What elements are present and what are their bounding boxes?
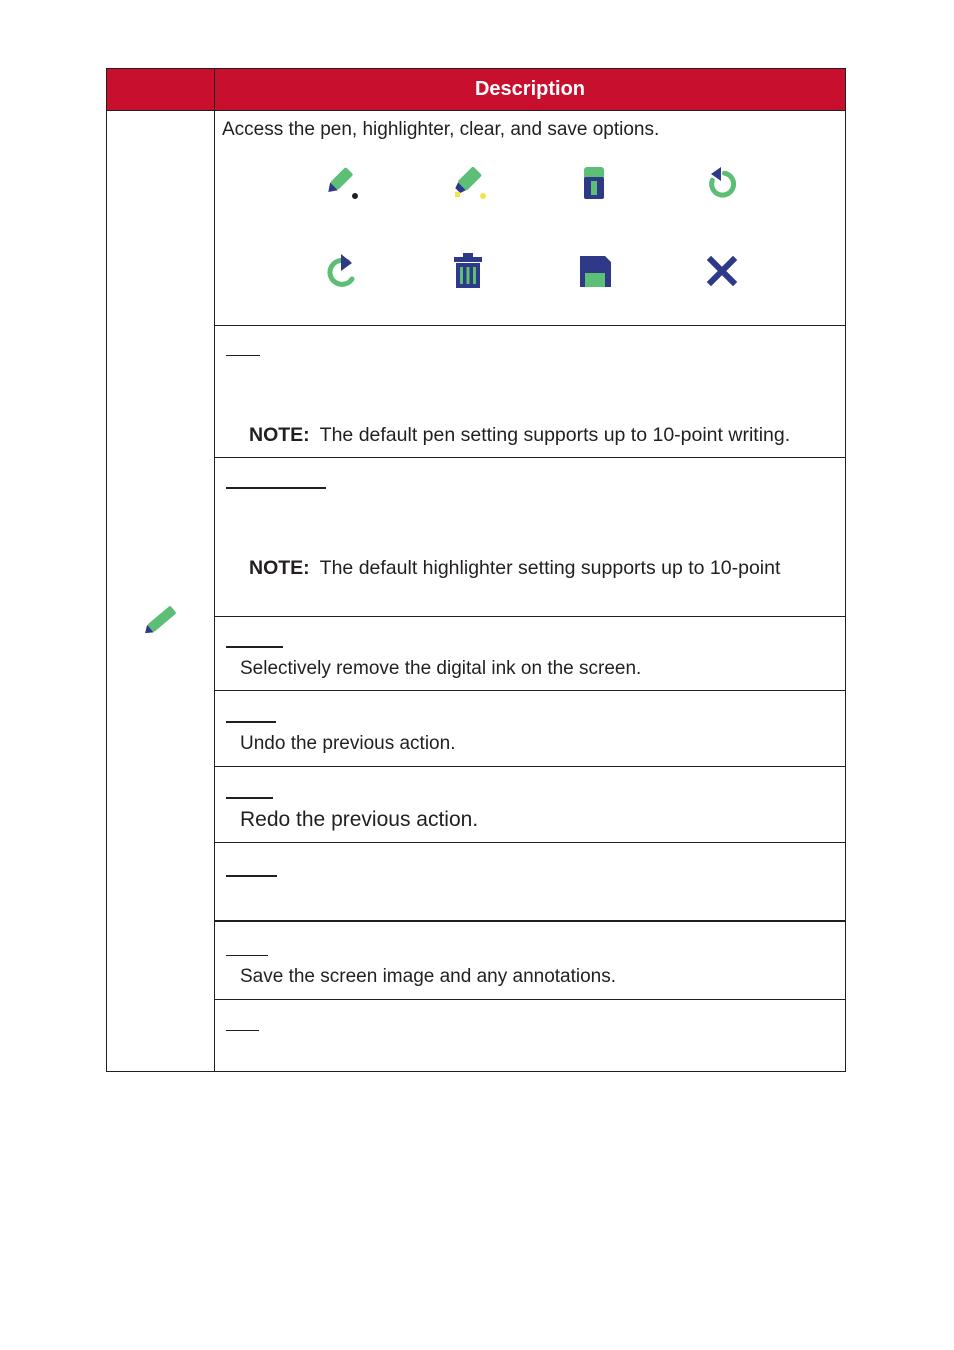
header-description: Description — [474, 78, 586, 100]
redo-icon[interactable] — [322, 251, 362, 291]
undo-text: Undo the previous action. — [240, 733, 456, 754]
row-highlighter — [215, 458, 845, 617]
header-left-cell — [107, 69, 215, 110]
trash-icon[interactable] — [448, 251, 488, 291]
icon-column — [107, 111, 215, 1071]
heading-underline — [226, 955, 268, 956]
close-icon[interactable] — [702, 251, 742, 291]
note-label: NOTE: — [249, 557, 310, 579]
undo-icon[interactable] — [702, 163, 742, 203]
note-text: The default highlighter setting supports up to 10-point — [319, 557, 781, 579]
eraser-icon[interactable] — [574, 163, 614, 203]
row-overview — [215, 111, 845, 326]
overview-text: Access the pen, highlighter, clear, and save options. — [222, 119, 660, 140]
row-eraser — [215, 617, 845, 691]
heading-underline — [226, 875, 277, 877]
pen-note — [249, 424, 790, 447]
table-header — [107, 69, 845, 111]
heading-underline — [226, 797, 273, 799]
heading-underline — [226, 1030, 259, 1031]
save-icon[interactable] — [575, 251, 615, 291]
eraser-text: Selectively remove the digital ink on the screen. — [240, 658, 642, 679]
note-text: The default pen setting supports up to 10-point writing. — [319, 424, 791, 446]
heading-underline — [226, 487, 326, 489]
highlighter-tool-icon[interactable] — [450, 163, 490, 203]
heading-underline — [226, 355, 260, 356]
heading-underline — [226, 646, 283, 648]
row-redo — [215, 767, 845, 843]
row-exit — [215, 1000, 845, 1071]
heading-underline — [226, 721, 276, 723]
row-save — [215, 922, 845, 1000]
row-undo — [215, 691, 845, 767]
highlighter-note — [249, 557, 780, 580]
note-label: NOTE: — [249, 424, 310, 446]
pen-tool-icon[interactable] — [322, 163, 362, 203]
row-pen — [215, 326, 845, 458]
save-text: Save the screen image and any annotations. — [240, 966, 617, 987]
pen-icon — [139, 599, 183, 643]
row-clear — [215, 843, 845, 922]
redo-text: Redo the previous action. — [240, 808, 479, 831]
description-table — [106, 68, 846, 1072]
